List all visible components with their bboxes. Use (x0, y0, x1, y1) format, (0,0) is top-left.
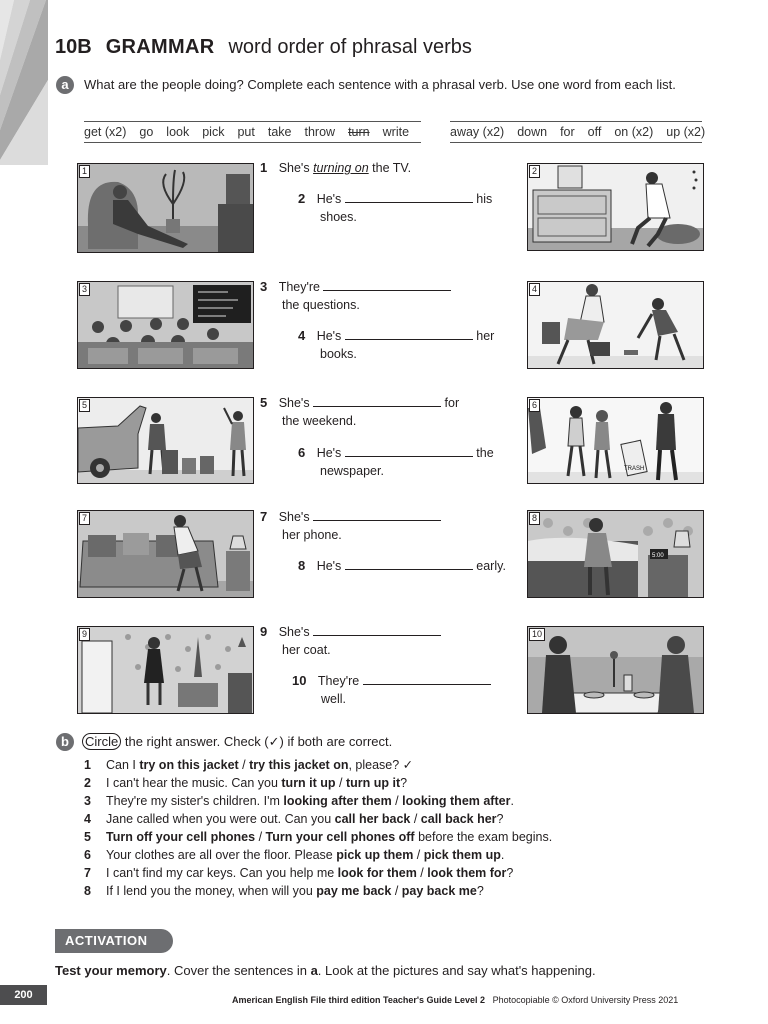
item-text: If I lend you the money, when will you (106, 884, 317, 898)
exercise-b-item (84, 756, 552, 774)
picture-1 (77, 163, 254, 253)
picture-number: 10 (529, 628, 545, 641)
answer-option[interactable]: turn up it (345, 776, 401, 790)
trash-label: TRASH (624, 466, 645, 472)
word-list-particles (450, 121, 706, 143)
exercise-b-item (84, 828, 552, 846)
answer-option[interactable]: look for them (337, 866, 417, 880)
item-text: ? (476, 884, 484, 898)
word-list-item: get (x2) (84, 125, 127, 139)
exercise-b-item (84, 846, 552, 864)
picture-number: 4 (529, 283, 540, 296)
answer-blank[interactable] (345, 557, 473, 570)
item-text: ? (496, 812, 504, 826)
sentence-8: 8 He's early. (298, 558, 506, 573)
picture-number: 5 (79, 399, 90, 412)
exercise-b-badge: b (56, 733, 74, 751)
item-text: / (335, 776, 346, 790)
unit-code: 10B (55, 36, 92, 58)
item-text: . (500, 848, 505, 862)
item-number: 5 (84, 830, 91, 844)
section-subtitle: word order of phrasal verbs (228, 36, 472, 58)
picture-number: 3 (79, 283, 90, 296)
exercise-a-instruction: What are the people doing? Complete each sentence with a phrasal verb. Use one word from each list. (84, 77, 676, 92)
clock-label: 5:00 (652, 553, 664, 559)
item-text: Your clothes are all over the floor. Please (106, 848, 337, 862)
picture-3 (77, 281, 254, 369)
exercise-b-item (84, 774, 552, 792)
answer-option[interactable]: call her back (334, 812, 411, 826)
item-text: / (391, 884, 402, 898)
item-text: / (413, 848, 424, 862)
picture-6 (527, 397, 704, 484)
item-number: 6 (84, 848, 91, 862)
answer-blank[interactable] (313, 508, 441, 521)
item-number: 7 (84, 866, 91, 880)
picture-8 (527, 510, 704, 598)
item-text: / (255, 830, 266, 844)
picture-number: 1 (79, 165, 90, 178)
item-text: , please? ✓ (348, 758, 414, 772)
answer-blank[interactable] (345, 444, 473, 457)
item-text: / (238, 758, 250, 772)
exercise-b-item (84, 810, 552, 828)
picture-2 (527, 163, 704, 251)
item-number: 4 (84, 812, 91, 826)
item-number: 8 (84, 884, 91, 898)
sentence-3: 3 They're the questions. (260, 278, 451, 314)
item-text: ? (506, 866, 514, 880)
picture-7 (77, 510, 254, 598)
answer-option[interactable]: try this jacket on (249, 758, 349, 772)
word-list-item: look (166, 125, 190, 139)
item-text: / (416, 866, 428, 880)
sentence-2: 2 He's his shoes. (298, 191, 493, 224)
page-title (55, 36, 472, 59)
answer-blank[interactable] (345, 190, 473, 203)
sentence-number: 1 (260, 160, 268, 175)
picture-9 (77, 626, 254, 714)
word-list-item: write (382, 125, 410, 139)
item-text: I can't hear the music. Can you (106, 776, 282, 790)
activation-text: Test your memory. Cover the sentences in a. Look at the pictures and say what's happening. (55, 963, 596, 978)
decorative-fan-graphic (0, 0, 48, 165)
picture-number: 8 (529, 512, 540, 525)
picture-number: 2 (529, 165, 540, 178)
sentence-10: 10 They're well. (292, 672, 491, 708)
item-number: 1 (84, 758, 91, 772)
item-number: 3 (84, 794, 91, 808)
item-text: They're my sister's children. I'm (106, 794, 284, 808)
answer-blank[interactable] (313, 394, 441, 407)
activation-label: ACTIVATION (55, 929, 173, 953)
exercise-b-item (84, 864, 552, 882)
sentence-4: 4 He's her books. (298, 328, 495, 361)
answer-option[interactable]: try on this jacket (139, 758, 239, 772)
picture-4 (527, 281, 704, 369)
word-list-item: up (x2) (666, 125, 706, 139)
answer-option[interactable]: Turn your cell phones off (265, 830, 415, 844)
answer-blank[interactable] (323, 278, 451, 291)
example-answer: turning on (313, 161, 369, 175)
item-text: Jane called when you were out. Can you (106, 812, 335, 826)
section-name: GRAMMAR (105, 36, 215, 58)
sentence-6: 6 He's the newspaper. (298, 445, 494, 478)
picture-5 (77, 397, 254, 484)
answer-option[interactable]: turn it up (281, 776, 336, 790)
exercise-b-item (84, 792, 552, 810)
picture-number: 7 (79, 512, 90, 525)
page-number: 200 (0, 985, 47, 1005)
item-text: . (510, 794, 514, 808)
item-text: before the exam begins. (414, 830, 553, 844)
picture-10 (527, 626, 704, 714)
word-list-item: for (560, 125, 575, 139)
item-text: ? (400, 776, 408, 790)
answer-blank[interactable] (313, 623, 441, 636)
item-text: / (391, 794, 403, 808)
word-list-item: turn (348, 125, 370, 139)
answer-option[interactable]: pick up them (336, 848, 414, 862)
answer-option[interactable]: call back her (420, 812, 497, 826)
answer-blank[interactable] (345, 327, 473, 340)
sentence-5: 5 She's for the weekend. (260, 395, 460, 428)
answer-option[interactable]: looking them after (402, 794, 511, 808)
answer-option[interactable]: look them for (427, 866, 507, 880)
item-number: 2 (84, 776, 91, 790)
picture-number: 6 (529, 399, 540, 412)
exercise-b-list (84, 756, 552, 900)
word-list-verbs (84, 121, 421, 143)
exercise-b-instruction: Circle the right answer. Check (✓) if both are correct. (82, 734, 392, 750)
picture-number: 9 (79, 628, 90, 641)
word-list-item: on (x2) (614, 125, 654, 139)
sentence-7: 7 She's her phone. (260, 508, 441, 544)
word-list-item: go (139, 125, 154, 139)
item-text: / (410, 812, 421, 826)
word-list-item: pick (202, 125, 225, 139)
word-list-item: take (267, 125, 292, 139)
answer-option[interactable]: Turn off your cell phones (106, 830, 256, 844)
word-list-item: away (x2) (450, 125, 505, 139)
word-list-item: down (517, 125, 548, 139)
answer-option[interactable]: pay me back (316, 884, 392, 898)
answer-blank[interactable] (363, 672, 491, 685)
footer-text: American English File third edition Teacher's Guide Level 2 Photocopiable © Oxford University Press 2021 (232, 995, 679, 1005)
item-text: Can I (106, 758, 140, 772)
exercise-a-badge: a (56, 76, 74, 94)
sentence-1: 1 She's turning on the TV. (260, 160, 412, 175)
answer-option[interactable]: looking after them (283, 794, 392, 808)
word-list-item: throw (304, 125, 336, 139)
sentence-9: 9 She's her coat. (260, 623, 441, 659)
item-text: I can't find my car keys. Can you help me (106, 866, 338, 880)
word-list-item: off (587, 125, 602, 139)
answer-option[interactable]: pay back me (401, 884, 477, 898)
answer-option[interactable]: pick them up (423, 848, 501, 862)
word-list-item: put (237, 125, 255, 139)
exercise-b-item (84, 882, 552, 900)
